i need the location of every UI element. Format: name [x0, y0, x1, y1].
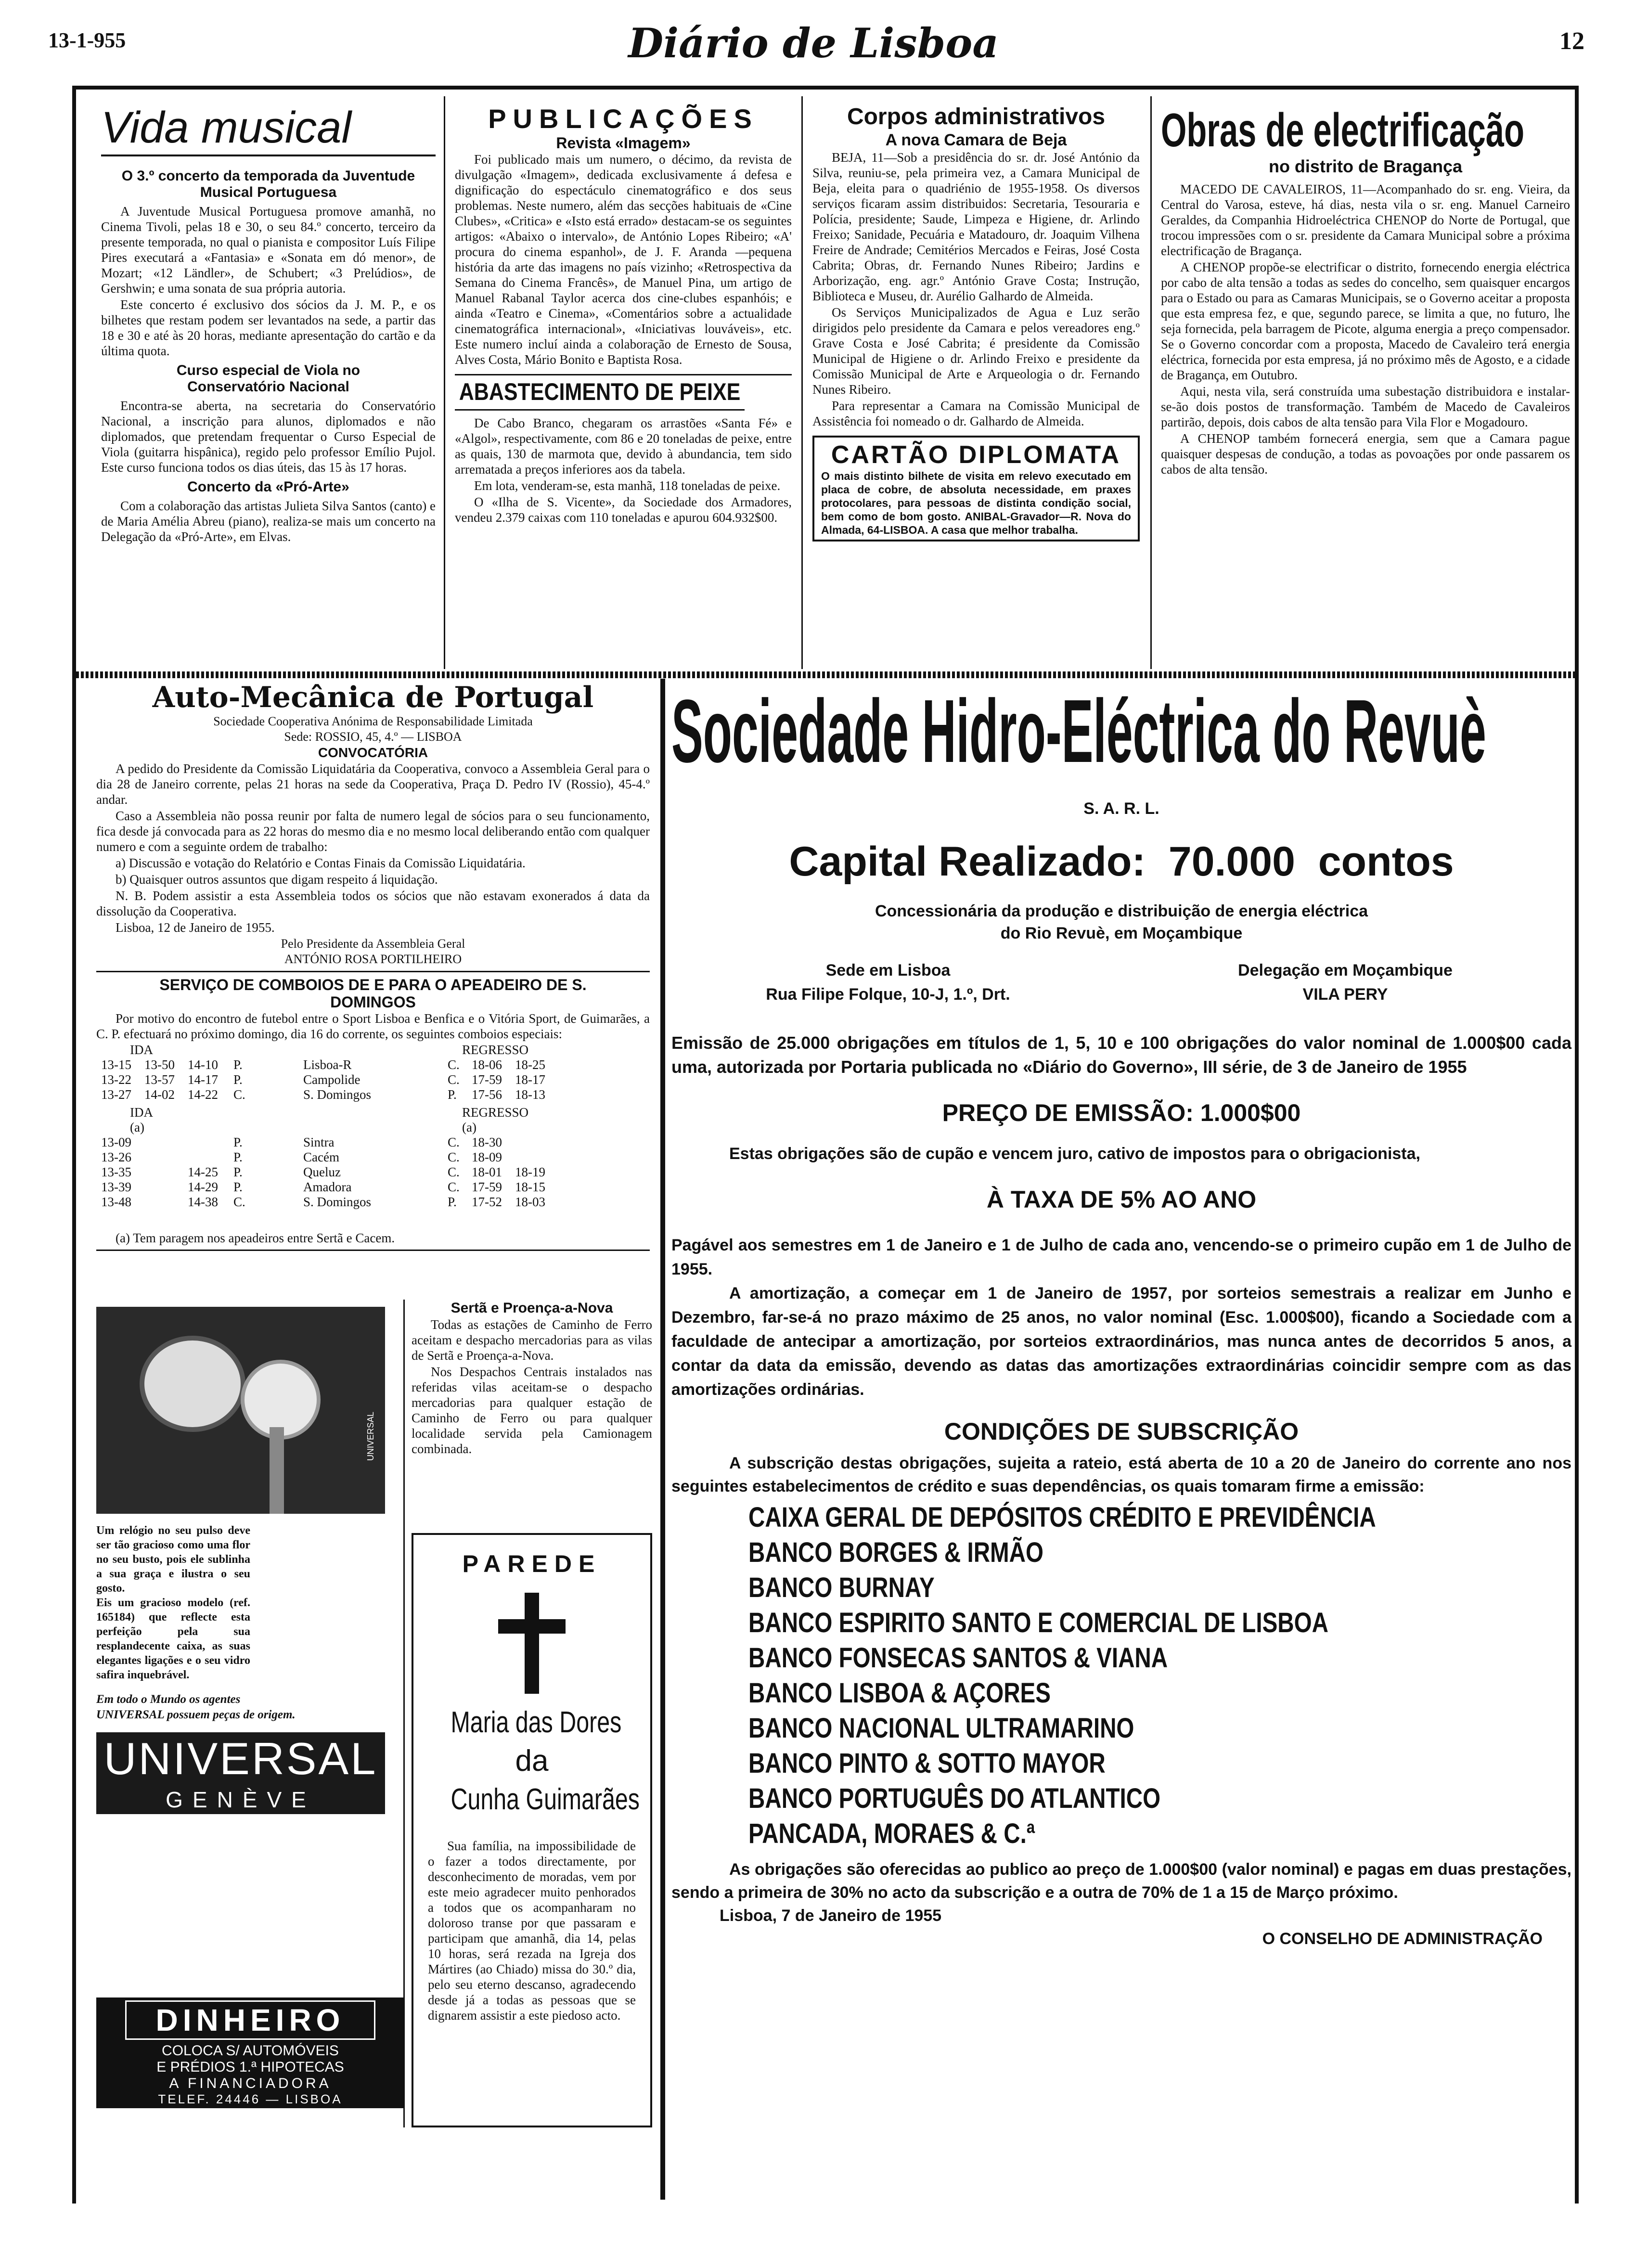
- paragraph: b) Quaisquer outros assuntos que digam respeito á liquidação.: [116, 872, 438, 887]
- automecanica-section: [96, 681, 650, 1255]
- schedule-cell: S. Domingos: [303, 1195, 372, 1209]
- schedule-cell: C.: [448, 1165, 460, 1179]
- schedule-cell: 18-15: [515, 1180, 545, 1194]
- schedule-cell: P.: [233, 1180, 243, 1194]
- watch-illustration: [96, 1307, 385, 1514]
- obras-subtitle: no distrito de Bragança: [1268, 156, 1463, 176]
- schedule-cell: 14-02: [144, 1087, 175, 1102]
- universal-ad: [96, 1307, 395, 1961]
- ida-label: IDA: [130, 1043, 153, 1057]
- schedule-cell: P.: [233, 1072, 243, 1087]
- schedule-row: [101, 1087, 631, 1102]
- schedule-cell: Lisboa-R: [303, 1057, 352, 1072]
- comboios-title: SERVIÇO DE COMBOIOS DE E PARA O APEADEIRO DE S. DOMINGOS: [159, 976, 587, 1011]
- paragraph: A pedido do Presidente da Comissão Liquidatária da Cooperativa, convoco a Assembleia Geral para o dia 28 de Janeiro corrente, pelas 21 horas na sede da Cooperativa, Praça D. Pedro IV (Rossio), 45-4.º andar.: [96, 761, 650, 807]
- vida-musical-section: [101, 103, 436, 545]
- deceased-name-2: da: [515, 1744, 549, 1778]
- universal-p2: Eis um gracioso modelo (ref. 165184) que reflecte esta perfeição pela sua resplandecente caixa, as suas elegantes ligações e o seu vidro safira inquebrável.: [96, 1597, 250, 1681]
- schedule-cell: Campolide: [303, 1072, 360, 1087]
- page-number: 12: [1559, 27, 1584, 55]
- dinheiro-title: DINHEIRO: [125, 2000, 375, 2040]
- schedule-cell: 13-48: [101, 1195, 131, 1209]
- automecanica-line2: Sede: ROSSIO, 45, 4.º — LISBOA: [284, 730, 462, 744]
- schedule-cell: C.: [448, 1072, 460, 1087]
- bank-name: BANCO NACIONAL ULTRAMARINO: [748, 1713, 1134, 1744]
- schedule-cell: 13-57: [144, 1072, 175, 1087]
- serta-title: Sertã e Proença-a-Nova: [451, 1300, 613, 1316]
- paragraph: Com a colaboração das artistas Julieta Silva Santos (canto) e de Maria Amélia Abreu (piano), realiza-se mais um concerto na Delegação da «Pró-Arte», em Elvas.: [101, 499, 436, 544]
- schedule-cell: 18-03: [515, 1195, 545, 1209]
- paragraph: Os Serviços Municipalizados de Agua e Luz serão dirigidos pelo presidente da Camara e pelos vereadores eng.º Grave Costa e José Cabrita; é presidente da Comissão Municipal de Higiene o dr. Arlindo Freixo e presidente da Comissão Municipal de Arte e Arqueologia o dr. Fernando Nunes Ribeiro.: [812, 305, 1140, 397]
- frame-top: [72, 86, 1579, 90]
- vertical-brand: UNIVERSAL: [366, 1411, 375, 1461]
- paragraph: Este concerto é exclusivo dos sócios da J. M. P., e os bilhetes que restam podem ser levantados na sede, a partir das 18 e 30 e até às 20 horas, mediante apresentação do cartão e da última quota.: [101, 297, 436, 358]
- schedule-row: [101, 1150, 631, 1165]
- schedule-cell: 14-10: [188, 1057, 218, 1072]
- cartao-ad: [812, 436, 1140, 541]
- schedule-table: [101, 1057, 631, 1102]
- schedule-cell: C.: [448, 1180, 460, 1194]
- schedule-cell: P.: [233, 1165, 243, 1179]
- schedule-cell: 13-35: [101, 1165, 131, 1179]
- dinheiro-ad: [96, 1997, 404, 2108]
- universal-sub: GENÈVE: [96, 1785, 385, 1814]
- paragraph: MACEDO DE CAVALEIROS, 11—Acompanhado do sr. eng. Vieira, da Central do Varosa, esteve, há dias, nesta vila o sr. eng. Manuel Carneiro Geraldes, da Companhia Hidroeléctrica CHENOP do Norte de Portugal, que trocou impressões com o sr. presidente da Camara Municipal sobre a próxima electrificação de Bragança.: [1161, 182, 1570, 258]
- revue-del2: VILA PERY: [1302, 985, 1388, 1004]
- universal-brand: UNIVERSAL: [96, 1732, 385, 1785]
- revue-pag: Pagável aos semestres em 1 de Janeiro e 1 de Julho de cada ano, vencendo-se o primeiro cupão em 1 de Julho de 1955.: [671, 1236, 1571, 1278]
- col-divider-2: [801, 96, 803, 669]
- schedule-cell: 18-01: [472, 1165, 502, 1179]
- masthead-title: Diário de Lisboa: [628, 19, 999, 67]
- paragraph: Aqui, nesta vila, será construída uma subestação distribuidora e instalar-se-ão dois postos de transformação. Também de Macedo de Cavaleiros partirão, depois, dois cabos de alta tensão para Vila Flor e Mogadouro.: [1161, 384, 1570, 429]
- corpos-section: [812, 103, 1140, 541]
- schedule-cell: 18-19: [515, 1165, 545, 1179]
- parede-title: PAREDE: [462, 1550, 602, 1577]
- schedule-cell: C.: [448, 1135, 460, 1149]
- schedule-cell: 18-06: [472, 1057, 502, 1072]
- paragraph: A Juventude Musical Portuguesa promove amanhã, no Cinema Tivoli, pelas 18 e 30, o seu 84.º concerto, terceiro da presente temporada, no qual o pianista e compositor Luís Filipe Pires executará a «Fantasia» e «Sonata em dó menor», de Mozart; «12 Ländler», de Schubert; «3 Prelúdios», de Gershwin; e uma sonata de sua própria autoria.: [101, 204, 436, 296]
- automecanica-title: Auto-Mecânica de Portugal: [152, 681, 594, 714]
- paragraph: N. B. Podem assistir a esta Assembleia todos os sócios que não estavam exonerados á data da dissolução da Cooperativa.: [96, 889, 650, 918]
- revue-title: Sociedade Hidro-Eléctrica do Revuè: [671, 682, 1486, 781]
- schedule-cell: 13-15: [101, 1057, 131, 1072]
- strap-icon: [270, 1427, 284, 1514]
- schedule-row: [101, 1165, 631, 1180]
- comboios-note: (a) Tem paragem nos apeadeiros entre Sertã e Cacem.: [116, 1231, 395, 1245]
- schedule-cell: P.: [233, 1150, 243, 1164]
- schedule-cell: 18-17: [515, 1072, 545, 1087]
- publicacoes-title: PUBLICAÇÕES: [488, 103, 759, 134]
- paragraph: Para representar a Camara na Comissão Municipal de Assistência foi nomeado o dr. Galhardo de Almeida.: [812, 399, 1140, 428]
- automecanica-line1: Sociedade Cooperativa Anónima de Responsabilidade Limitada: [213, 714, 533, 728]
- cross-icon: [498, 1593, 566, 1694]
- revue-conc2: do Rio Revuè, em Moçambique: [1000, 924, 1243, 942]
- schedule-row: [101, 1195, 631, 1210]
- divider: [96, 1250, 650, 1251]
- cartao-body: O mais distinto bilhete de visita em relevo executado em placa de cobre, de absoluta necessidade, em praxes protocolares, para pessoas de distinta condição social, bem como de bom gosto. ANIBAL-Gravador—R. Nova do Almada, 64-LISBOA. A casa que melhor trabalha.: [821, 470, 1131, 536]
- schedule-cell: 13-39: [101, 1180, 131, 1194]
- dinheiro-l1: COLOCA S/ AUTOMÓVEIS: [162, 2043, 339, 2059]
- regresso-label: REGRESSO: [462, 1105, 529, 1120]
- paragraph: A CHENOP também fornecerá energia, sem que a Camara pague quaisquer despesas de condução, a todas as povoações por onde passarem os cabos de alta tensão.: [1161, 431, 1570, 477]
- col-divider-1: [444, 96, 445, 669]
- revue-ad: [671, 683, 1571, 1950]
- comboios-schedule-2: [96, 1105, 650, 1230]
- corpos-subtitle: A nova Camara de Beja: [885, 131, 1067, 149]
- revue-sede1: Sede em Lisboa: [825, 961, 951, 979]
- universal-p1: Um relógio no seu pulso deve ser tão gracioso como uma flor no seu busto, pois ele sublinha a sua graça e ilustra o seu gosto.: [96, 1524, 250, 1595]
- paragraph: Lisboa, 12 de Janeiro de 1955.: [116, 920, 275, 935]
- revue-oferta: As obrigações são oferecidas ao publico ao preço de 1.000$00 (valor nominal) e pagas em duas prestações, sendo a primeira de 30% no acto da subscrição e a outra de 70% de 1 a 15 de Março próximo.: [671, 1860, 1571, 1902]
- revue-subs: A subscrição destas obrigações, sujeita a rateio, está aberta de 10 a 20 de Janeiro do corrente ano nos seguintes estabelecimentos de crédito e suas dependências, os quais tomaram firme a emissão:: [671, 1454, 1571, 1495]
- vida-musical-title: Vida musical: [101, 103, 351, 152]
- revue-signature: O CONSELHO DE ADMINISTRAÇÃO: [1262, 1930, 1543, 1948]
- bank-name: BANCO LISBOA & AÇORES: [748, 1677, 1051, 1709]
- schedule-cell: P.: [448, 1087, 457, 1102]
- schedule-cell: C.: [233, 1195, 245, 1209]
- corpos-title: Corpos administrativos: [847, 104, 1106, 129]
- publicacoes-subtitle: Revista «Imagem»: [556, 134, 691, 152]
- paragraph: O «Ilha de S. Vicente», da Sociedade dos Armadores, vendeu 2.379 caixas com 110 toneladas e apurou 604.932$00.: [455, 495, 792, 525]
- paragraph: Em lota, venderam-se, esta manhã, 118 toneladas de peixe.: [474, 478, 781, 493]
- mid-divider: [660, 679, 665, 2200]
- automecanica-sig2: ANTÓNIO ROSA PORTILHEIRO: [284, 952, 462, 966]
- frame-left: [72, 86, 76, 2204]
- note-a-label: (a): [462, 1120, 476, 1134]
- schedule-cell: 17-59: [472, 1072, 502, 1087]
- schedule-cell: C.: [448, 1057, 460, 1072]
- divider: [96, 971, 650, 972]
- bank-name: CAIXA GERAL DE DEPÓSITOS CRÉDITO E PREVIDÊNCIA: [748, 1502, 1376, 1533]
- paragraph: A CHENOP propõe-se electrificar o distrito, fornecendo energia eléctrica por cabo de alta tensão a todas as sedes do concelho, sem quaisquer encargos para o Estado ou para as Camaras Municipais, se o Governo aceitar a proposta que esta empresa fez, e que, segundo parece, se limita a que, no futuro, lhe seja fornecida, pela barragem de Picote, alguma energia a preço compensador. Se o Governo concordar com a proposta, Macedo de Cavaleiro terá energia eléctrica, fornecida por esta empresa, já no próximo mês de Agosto, e a cidade de Bragança, em Outubro.: [1161, 260, 1570, 382]
- revue-preco: PREÇO DE EMISSÃO: 1.000$00: [942, 1099, 1301, 1126]
- schedule-cell: 13-26: [101, 1150, 131, 1164]
- schedule-cell: 13-09: [101, 1135, 131, 1149]
- revue-del1: Delegação em Moçambique: [1238, 961, 1453, 979]
- frame-right: [1575, 86, 1579, 2204]
- paragraph: Por motivo do encontro de futebol entre o Sport Lisboa e Benfica e o Vitória Sport, de Guimarães, a C. P. efectuará no próximo domingo, dia 16 do corrente, os seguintes comboios especiais:: [96, 1011, 650, 1041]
- col-divider-3: [1150, 96, 1152, 669]
- revue-cupao: Estas obrigações são de cupão e vencem juro, cativo de impostos para o obrigacionista,: [729, 1145, 1420, 1163]
- schedule-cell: P.: [233, 1057, 243, 1072]
- revue-taxa: À TAXA DE 5% AO ANO: [986, 1186, 1257, 1213]
- schedule-cell: 18-30: [472, 1135, 502, 1149]
- revue-sede2: Rua Filipe Folque, 10-J, 1.º, Drt.: [766, 985, 1010, 1004]
- obras-title: Obras de electrificação: [1161, 103, 1524, 156]
- schedule-cell: P.: [448, 1195, 457, 1209]
- revue-emissao: Emissão de 25.000 obrigações em títulos de 1, 5, 10 e 100 obrigações do valor nominal de 1.000$00 cada uma, autorizada por Portaria publicada no «Diário do Governo», III série, de 3 de Janeiro de 1955: [671, 1033, 1571, 1077]
- schedule-cell: S. Domingos: [303, 1087, 372, 1102]
- ida-label: IDA: [130, 1105, 153, 1120]
- schedule-cell: 17-56: [472, 1087, 502, 1102]
- schedule-row: [101, 1057, 631, 1072]
- schedule-cell: C.: [448, 1150, 460, 1164]
- rose-icon: [140, 1336, 245, 1432]
- paragraph: Foi publicado mais um numero, o décimo, da revista de divulgação «Imagem», dedicada exclusivamente á defesa e dignificação do espectáculo cinematográfico e dos seus problemas. Neste numero, além das secções habituais de «Cine Clubes», «Critica» e «Isto está errado» destacam-se os seguintes artigos: «Abaixo o intervalo», de António Lopes Ribeiro; «A' procura do cinema espanhol», de J. F. Aranda —pequena história da arte das imagens no país vizinho; «Retrospectiva da Semana do Cinema Francês», de Manuel Pina, um artigo de Manuel Rabanal Taylor acerca dos cine-clubes espanhóis; e ainda «Teatro e Cinema», «Comentários sobre a actualidade cinematográfica internacional», «Iniciativas louváveis», etc. Este numero incluí ainda a colaboração de Ernesto de Sousa, Alves Costa, Mário Bonito e Baptista Rosa.: [455, 152, 792, 367]
- bank-name: PANCADA, MORAES & C.ª: [748, 1818, 1035, 1849]
- cartao-title: CARTÃO DIPLOMATA: [831, 441, 1121, 469]
- schedule-cell: 18-09: [472, 1150, 502, 1164]
- revue-date: Lisboa, 7 de Janeiro de 1955: [720, 1907, 942, 1925]
- heading-pro-arte: Concerto da «Pró-Arte»: [187, 479, 349, 495]
- bank-list: [671, 1500, 1571, 1851]
- schedule-cell: C.: [233, 1087, 245, 1102]
- schedule-cell: 14-29: [188, 1180, 218, 1194]
- schedule-table: [101, 1135, 631, 1210]
- revue-amort: A amortização, a começar em 1 de Janeiro de 1957, por sorteios semestrais a realizar em Junho e Dezembro, far-se-á no prazo máximo de 25 anos, no valor nominal (Esc. 1.000$00), ficando a Sociedade com a faculdade de antecipar a amortização, por sorteios extraordinários, mas nunca antes de decorridos 5 anos, a contar da data da emissão, devendo as datas das amortizações extraordinárias coincidir sempre com as das amortizações ordinárias.: [671, 1284, 1571, 1399]
- note-a-label: (a): [130, 1120, 144, 1134]
- universal-tag: Em todo o Mundo os agentes UNIVERSAL possuem peças de origem.: [96, 1693, 296, 1721]
- schedule-cell: Sintra: [303, 1135, 335, 1149]
- automecanica-convocatoria: CONVOCATÓRIA: [318, 745, 428, 760]
- schedule-cell: Amadora: [303, 1180, 352, 1194]
- paragraph: Todas as estações de Caminho de Ferro aceitam e despacho mercadorias para as vilas de Sertã e Proença-a-Nova.: [412, 1317, 652, 1363]
- schedule-row: [101, 1180, 631, 1195]
- paragraph: Caso a Assembleia não possa reunir por falta de numero legal de sócios para o seu funcionamento, fica desde já convocada para as 22 horas do mesmo dia e no mesmo local deliberando então com qualquer numero e com a seguinte ordem de trabalho:: [96, 809, 650, 854]
- schedule-cell: 18-13: [515, 1087, 545, 1102]
- parede-body: Sua família, na impossibilidade de o fazer a todos directamente, por desconhecimento de moradas, vem por este meio agradecer muito penhorados a todos que os acompanharam no doloroso transe por que passaram e participam que amanhã, dia 14, pelas 10 horas, será rezada na Igreja dos Mártires (ao Chiado) missa do 30.º dia, pelo seu eterno descanso, agradecendo desde já a todas as pessoas que se dignarem assistir a este piedoso acto.: [428, 1839, 636, 2023]
- schedule-cell: Cacém: [303, 1150, 339, 1164]
- schedule-cell: 13-22: [101, 1072, 131, 1087]
- obras-section: [1161, 103, 1570, 478]
- comboios-schedule-1: [96, 1043, 650, 1105]
- schedule-cell: 14-38: [188, 1195, 218, 1209]
- paragraph: De Cabo Branco, chegaram os arrastões «Santa Fé» e «Algol», respectivamente, com 86 e 20 toneladas de peixe, entre as quais, 130 de marmota que, devido à abundancia, tem sido arrematada a preços inferiores aos da tabela.: [455, 416, 792, 477]
- schedule-cell: 13-50: [144, 1057, 175, 1072]
- schedule-cell: 17-52: [472, 1195, 502, 1209]
- revue-cond: CONDIÇÕES DE SUBSCRIÇÃO: [944, 1418, 1299, 1445]
- masthead-date: 13-1-955: [48, 28, 126, 52]
- schedule-cell: P.: [233, 1135, 243, 1149]
- paragraph: Nos Despachos Centrais instalados nas referidas vilas aceitam-se o despacho mercadorias para qualquer estação de Caminho de Ferro ou para qualquer localidade servida pela Camionagem combinada.: [412, 1365, 652, 1456]
- regresso-label: REGRESSO: [462, 1043, 529, 1057]
- schedule-row: [101, 1072, 631, 1087]
- bank-name: BANCO FONSECAS SANTOS & VIANA: [748, 1642, 1168, 1674]
- col-divider-left: [403, 1300, 405, 2127]
- schedule-cell: 18-25: [515, 1057, 545, 1072]
- schedule-cell: 14-17: [188, 1072, 218, 1087]
- dinheiro-l2: E PRÉDIOS 1.ª HIPOTECAS: [156, 2059, 344, 2075]
- schedule-row: [101, 1135, 631, 1150]
- bank-name: BANCO PORTUGUÊS DO ATLANTICO: [748, 1783, 1161, 1814]
- publicacoes-section: [455, 103, 792, 526]
- heading-concerto: O 3.º concerto da temporada da Juventude Musical Portuguesa: [121, 168, 415, 200]
- serta-section: [412, 1300, 652, 1457]
- abastecimento-title: ABASTECIMENTO DE PEIXE: [455, 377, 745, 411]
- top-row-bottom: [76, 671, 1575, 678]
- bank-name: BANCO ESPIRITO SANTO E COMERCIAL DE LISBOA: [748, 1607, 1328, 1638]
- schedule-cell: 17-59: [472, 1180, 502, 1194]
- schedule-cell: 14-25: [188, 1165, 218, 1179]
- deceased-name-3: Cunha Guimarães: [451, 1783, 640, 1816]
- dinheiro-l3: A FINANCIADORA: [169, 2075, 332, 2091]
- paragraph: Encontra-se aberta, na secretaria do Conservatório Nacional, a inscrição para alunos, diplomados e não diplomados, que pretendam frequentar o Curso Especial de Viola (guitarra hispânica), regido pelo professor Emílio Pujol. Este curso funciona todos os dias úteis, das 15 às 17 horas.: [101, 399, 436, 475]
- paragraph: BEJA, 11—Sob a presidência do sr. dr. José António da Silva, reuniu-se, pela primeira vez, a Camara Municipal de Beja, eleita para o quadriénio de 1955-1958. Os diversos serviços ficaram assim distribuidos: Secretaria, Tesouraria e Polícia, presidente; Saude, Limpeza e Higiene, dr. Arlindo Freixo; Sanidade, Pecuária e Matadouro, dr. Joaquim Vilhena Freire de Andrade; Cemitérios Mercados e Feiras, José Costa Cabrita; Obras, dr. Fernando Nunes Ribeiro; Jardins e Arborização, eng. agr.º António Grave Costa; Instrução, Biblioteca e Museu, dr. Aurélio Galhardo de Almeida.: [812, 150, 1140, 303]
- paragraph: a) Discussão e votação do Relatório e Contas Finais da Comissão Liquidatária.: [116, 856, 526, 870]
- revue-sarl: S. A. R. L.: [1083, 799, 1159, 818]
- heading-viola: Curso especial de Viola no Conservatório Nacional: [176, 362, 360, 395]
- dinheiro-l4: TELEF. 24446 — LISBOA: [158, 2092, 343, 2106]
- schedule-cell: Queluz: [303, 1165, 341, 1179]
- automecanica-sig1: Pelo Presidente da Assembleia Geral: [281, 937, 465, 951]
- parede-notice: [412, 1533, 652, 2127]
- schedule-cell: 13-27: [101, 1087, 131, 1102]
- deceased-name-1: Maria das Dores: [451, 1706, 622, 1739]
- divider: [455, 374, 792, 375]
- bank-name: BANCO BORGES & IRMÃO: [748, 1537, 1044, 1568]
- schedule-cell: 14-22: [188, 1087, 218, 1102]
- bank-name: BANCO BURNAY: [748, 1572, 935, 1603]
- revue-conc1: Concessionária da produção e distribuição de energia eléctrica: [875, 902, 1368, 920]
- title-underline: [101, 155, 436, 156]
- bank-name: BANCO PINTO & SOTTO MAYOR: [748, 1748, 1106, 1779]
- revue-capital: Capital Realizado: 70.000 contos: [789, 838, 1454, 885]
